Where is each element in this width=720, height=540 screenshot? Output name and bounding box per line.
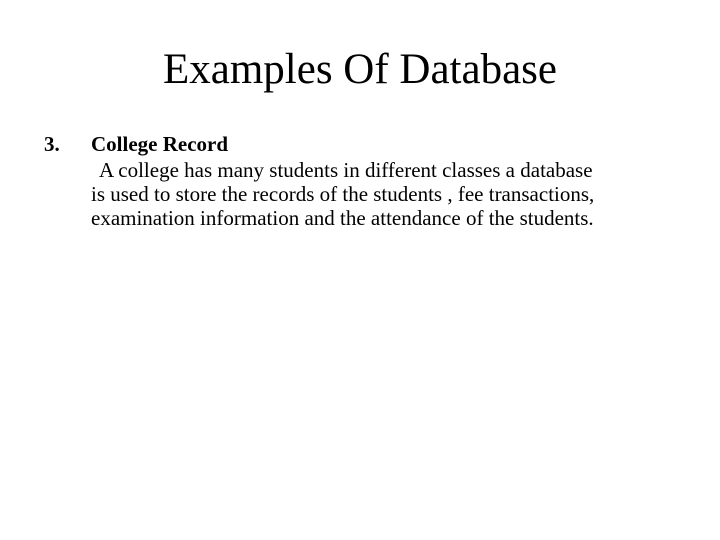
description-line: is used to store the records of the students , fee transactions,: [91, 182, 595, 206]
description-line: A college has many students in different classes a database: [99, 158, 593, 182]
description-line: examination information and the attendance of the students.: [91, 206, 594, 230]
item-number: 3.: [44, 132, 60, 156]
item-body: [91, 131, 691, 230]
item-heading: College Record: [91, 132, 229, 156]
slide-title: Examples Of Database: [162, 46, 557, 93]
item-description: [91, 158, 691, 230]
